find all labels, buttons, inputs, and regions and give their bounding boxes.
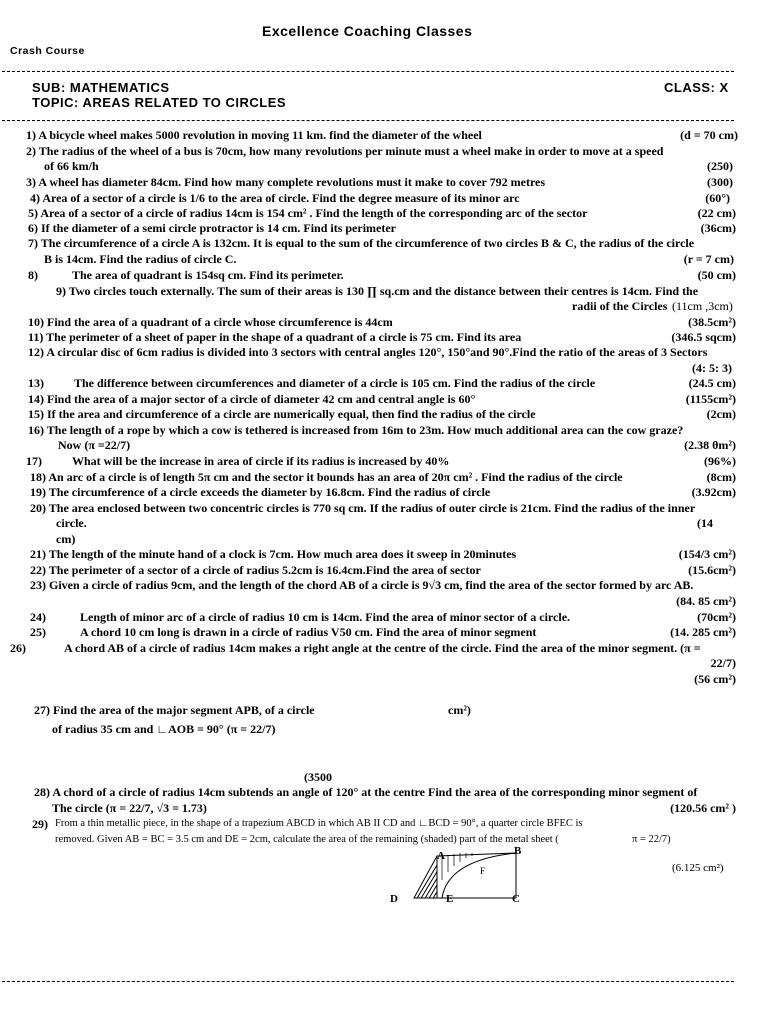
subject-label: SUB: MATHEMATICS	[32, 80, 170, 95]
question-27-cont: of radius 35 cm and ∟AOB = 90° (π = 22/7)	[52, 722, 276, 736]
question-15: 15) If the area and circumference of a circle are numerically equal, then find the radius of the circle	[28, 407, 536, 421]
question-29-pi: π = 22/7)	[632, 834, 671, 845]
answer-23: (84. 85 cm²)	[676, 594, 736, 608]
answer-24: (70cm²)	[697, 610, 736, 624]
page-title: Excellence Coaching Classes	[262, 23, 473, 39]
question-9-cont: radii of the Circles	[572, 299, 668, 313]
question-4: 4) Area of a sector of a circle is 1/6 to the area of circle. Find the degree measure of its minor arc	[30, 191, 520, 205]
question-6: 6) If the diameter of a semi circle protractor is 14 cm. Find its perimeter	[28, 221, 397, 235]
question-14: 14) Find the area of a major sector of a circle of diameter 42 cm and central angle is 60°	[28, 392, 476, 406]
answer-11: (346.5 sqcm)	[671, 330, 736, 344]
answer-7: (r = 7 cm)	[683, 252, 734, 266]
question-26: A chord AB of a circle of radius 14cm makes a right angle at the centre of the circle. Find the area of the minor segment. (π =	[64, 641, 701, 655]
answer-12: (4: 5: 3)	[692, 361, 732, 375]
question-3: 3) A wheel has diameter 84cm. Find how many complete revolutions must it make to cover 792 metres	[26, 175, 546, 189]
answer-28: (120.56 cm² )	[670, 801, 736, 815]
divider-bottom	[2, 981, 734, 982]
course-label: Crash Course	[10, 45, 85, 57]
question-13: The difference between circumferences and diameter of a circle is 105 cm. Find the radius of the circle	[74, 376, 596, 390]
question-29-cont: removed. Given AB = BC = 3.5 cm and DE = 2cm, calculate the area of the remaining (shaded) part of the metal sheet (	[55, 834, 559, 845]
question-29-num: 29)	[32, 817, 48, 831]
question-17: What will be the increase in area of circle if its radius is increased by 40%	[72, 454, 450, 468]
figure-label-d: D	[390, 893, 398, 905]
question-25: A chord 10 cm long is drawn in a circle of radius V50 cm. Find the area of minor segment	[80, 625, 537, 639]
answer-26: (56 cm²)	[694, 672, 736, 686]
question-21: 21) The length of the minute hand of a clock is 7cm. How much area does it sweep in 20minutes	[30, 547, 517, 561]
answer-17: (96%)	[704, 454, 736, 468]
question-17-num: 17)	[26, 454, 42, 468]
figure-label-e: E	[446, 893, 454, 905]
answer-18: (8cm)	[706, 470, 736, 484]
answer-4: (60°)	[705, 191, 730, 205]
answer-6: (36cm)	[700, 221, 736, 235]
question-11: 11) The perimeter of a sheet of paper in the shape of a quadrant of a circle is 75 cm. Find its area	[28, 330, 522, 344]
topic-label: TOPIC: AREAS RELATED TO CIRCLES	[32, 95, 287, 110]
answer-20-cont: cm)	[56, 532, 76, 546]
answer-27-value: (3500	[304, 770, 332, 784]
question-10: 10) Find the area of a quadrant of a circle whose circumference is 44cm	[28, 315, 393, 329]
answer-20: (14	[697, 516, 713, 530]
question-28: 28) A chord of a circle of radius 14cm subtends an angle of 120° at the centre Find the area of the corresponding minor segment of	[34, 785, 698, 799]
answer-21: (154/3 cm²)	[678, 547, 736, 561]
answer-13: (24.5 cm)	[688, 376, 736, 390]
answer-16: (2.38 θm²)	[684, 438, 736, 452]
question-25-num: 25)	[30, 625, 46, 639]
question-19: 19) The circumference of a circle exceeds the diameter by 16.8cm. Find the radius of circle	[30, 485, 491, 499]
question-5: 5) Area of a sector of a circle of radius 14cm is 154 cm² . Find the length of the corresponding arc of the sector	[28, 206, 588, 220]
answer-14: (1155cm²)	[685, 392, 736, 406]
question-22: 22) The perimeter of a sector of a circle of radius 5.2cm is 16.4cm.Find the area of sector	[30, 563, 481, 577]
question-27: 27) Find the area of the major segment APB, of a circle	[34, 703, 315, 717]
question-1: 1) A bicycle wheel makes 5000 revolution in moving 11 km. find the diameter of the wheel	[26, 128, 482, 142]
answer-5: (22 cm)	[697, 206, 736, 220]
question-20-cont: circle.	[56, 516, 87, 530]
question-13-num: 13)	[28, 376, 44, 390]
divider-header	[2, 120, 734, 121]
answer-26-cont: 22/7)	[710, 656, 736, 670]
question-16: 16) The length of a rope by which a cow is tethered is increased from 16m to 23m. How much additional area can the cow graze?	[28, 423, 684, 437]
answer-25: (14. 285 cm²)	[670, 625, 736, 639]
figure-label-b: B	[514, 845, 522, 857]
question-12: 12) A circular disc of 6cm radius is divided into 3 sectors with central angles 120°, 150°and 90°.Find the ratio of the areas of 3 Sectors	[28, 345, 708, 359]
answer-1: (d = 70 cm)	[680, 128, 738, 142]
question-9: 9) Two circles touch externally. The sum of their areas is 130 ∏ sq.cm and the distance between their centres is 14cm. Find the	[56, 284, 699, 298]
answer-3: (300)	[707, 175, 733, 189]
answer-9: (11cm ,3cm)	[672, 299, 733, 313]
question-26-num: 26)	[10, 641, 26, 655]
question-20: 20) The area enclosed between two concentric circles is 770 sq cm. If the radius of outer circle is 21cm. Find the radius of the inner	[30, 501, 696, 515]
question-8-num: 8)	[28, 268, 38, 282]
answer-19: (3.92cm)	[691, 485, 736, 499]
question-2: 2) The radius of the wheel of a bus is 70cm, how many revolutions per minute must a wheel make in order to move at a speed	[26, 144, 664, 158]
answer-8: (50 cm)	[697, 268, 736, 282]
figure-label-f: F	[480, 866, 486, 876]
question-7: 7) The circumference of a circle A is 132cm. It is equal to the sum of the circumference of two circles B & C, the radius of the circle	[28, 236, 695, 250]
question-24-num: 24)	[30, 610, 46, 624]
class-label: CLASS: X	[664, 80, 729, 95]
answer-27-unit: cm²)	[448, 703, 471, 717]
question-24: Length of minor arc of a circle of radius 10 cm is 14cm. Find the area of minor sector of a circle.	[80, 610, 571, 624]
question-23: 23) Given a circle of radius 9cm, and the length of the chord AB of a circle is 9√3 cm, find the area of the sector formed by arc AB.	[30, 578, 694, 592]
figure-label-a: A	[437, 850, 445, 862]
answer-10: (38.5cm²)	[688, 315, 736, 329]
answer-2: (250)	[707, 159, 733, 173]
question-18: 18) An arc of a circle is of length 5π cm and the sector it bounds has an area of 20π cm² . Find the radius of the circle	[30, 470, 623, 484]
question-8: The area of quadrant is 154sq cm. Find its perimeter.	[72, 268, 344, 282]
answer-15: (2cm)	[706, 407, 736, 421]
figure-label-c: C	[512, 893, 520, 905]
question-7-cont: B is 14cm. Find the radius of circle C.	[44, 252, 237, 266]
divider-top	[2, 71, 734, 72]
question-2-cont: of 66 km/h	[44, 159, 99, 173]
question-16-cont: Now (π =22/7)	[58, 438, 131, 452]
answer-29: (6.125 cm²)	[672, 862, 724, 874]
question-29: From a thin metallic piece, in the shape of a trapezium ABCD in which AB II CD and ∟BCD = 90°, a quarter circle BFEC is	[55, 818, 583, 829]
answer-22: (15.6cm²)	[688, 563, 736, 577]
question-28-cont: The circle (π = 22/7, √3 = 1.73)	[52, 801, 207, 815]
